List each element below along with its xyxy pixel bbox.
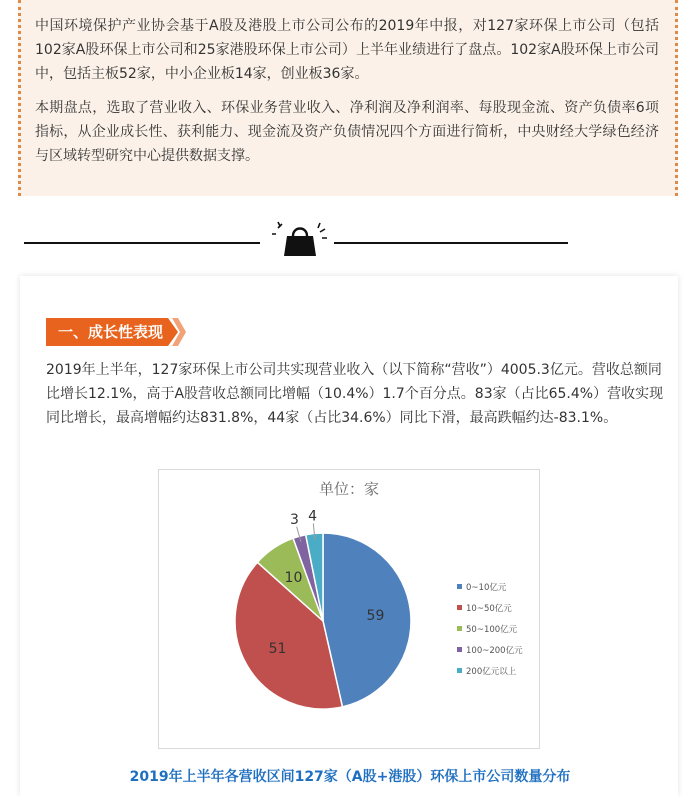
- legend-label-0: 0~10亿元: [466, 583, 507, 593]
- intro-paragraph-1: 中国环境保护产业协会基于A股及港股上市公司公布的2019年中报，对127家环保上市公司（包括102家A股环保上市公司和25家港股环保上市公司）上半年业绩进行了盘点。102家A股环保上市公司中，包括主板52家，中小企业板14家，创业板36家。: [35, 18, 659, 82]
- chart-caption: 2019年上半年各营收区间127家（A股+港股）环保上市公司数量分布: [129, 769, 571, 785]
- pie-data-label-0: 59: [366, 608, 385, 625]
- pie-data-label-2: 10: [284, 570, 303, 587]
- section-heading-text: 一、成长性表现: [58, 323, 164, 341]
- decorative-divider: [0, 220, 700, 260]
- pie-data-label-3: 3: [290, 511, 299, 528]
- legend-label-2: 50~100亿元: [466, 625, 518, 635]
- intro-box: [18, 0, 678, 196]
- pie-chart-canvas: [159, 470, 539, 748]
- legend-label-4: 200亿元以上: [466, 667, 517, 677]
- legend-swatch-1: [457, 605, 462, 610]
- legend-swatch-4: [457, 668, 462, 673]
- chart-title: 单位：家: [318, 480, 379, 498]
- legend-label-1: 10~50亿元: [466, 604, 512, 614]
- legend-swatch-3: [457, 647, 462, 652]
- divider-line-right: [334, 242, 568, 244]
- legend-swatch-0: [457, 584, 462, 589]
- legend-label-3: 100~200亿元: [466, 646, 523, 656]
- section-heading: [46, 318, 186, 346]
- intro-paragraph-2: 本期盘点，选取了营业收入、环保业务营业收入、净利润及净利润率、每股现金流、资产负债率6项指标，从企业成长性、获利能力、现金流及资产负债情况四个方面进行简析，中央财经大学绿色经济与区域转型研究中心提供数据支撑。: [35, 100, 659, 164]
- pie-data-label-4: 4: [308, 508, 317, 525]
- legend-swatch-2: [457, 626, 462, 631]
- divider-line-left: [24, 242, 260, 244]
- section-body: 2019年上半年，127家环保上市公司共实现营业收入（以下简称“营收”）4005.3亿元。营收总额同比增长12.1%，高于A股营收总额同比增幅（10.4%）1.7个百分点。83家（占比65.4%）营收实现同比增长，最高增幅约达831.8%，44家（占比34.6%）同比下滑，最高跌幅约达-83.1%。: [46, 362, 664, 426]
- shopping-bag-icon: [270, 220, 330, 260]
- pie-data-label-1: 51: [268, 640, 287, 657]
- pie-chart: [158, 469, 540, 749]
